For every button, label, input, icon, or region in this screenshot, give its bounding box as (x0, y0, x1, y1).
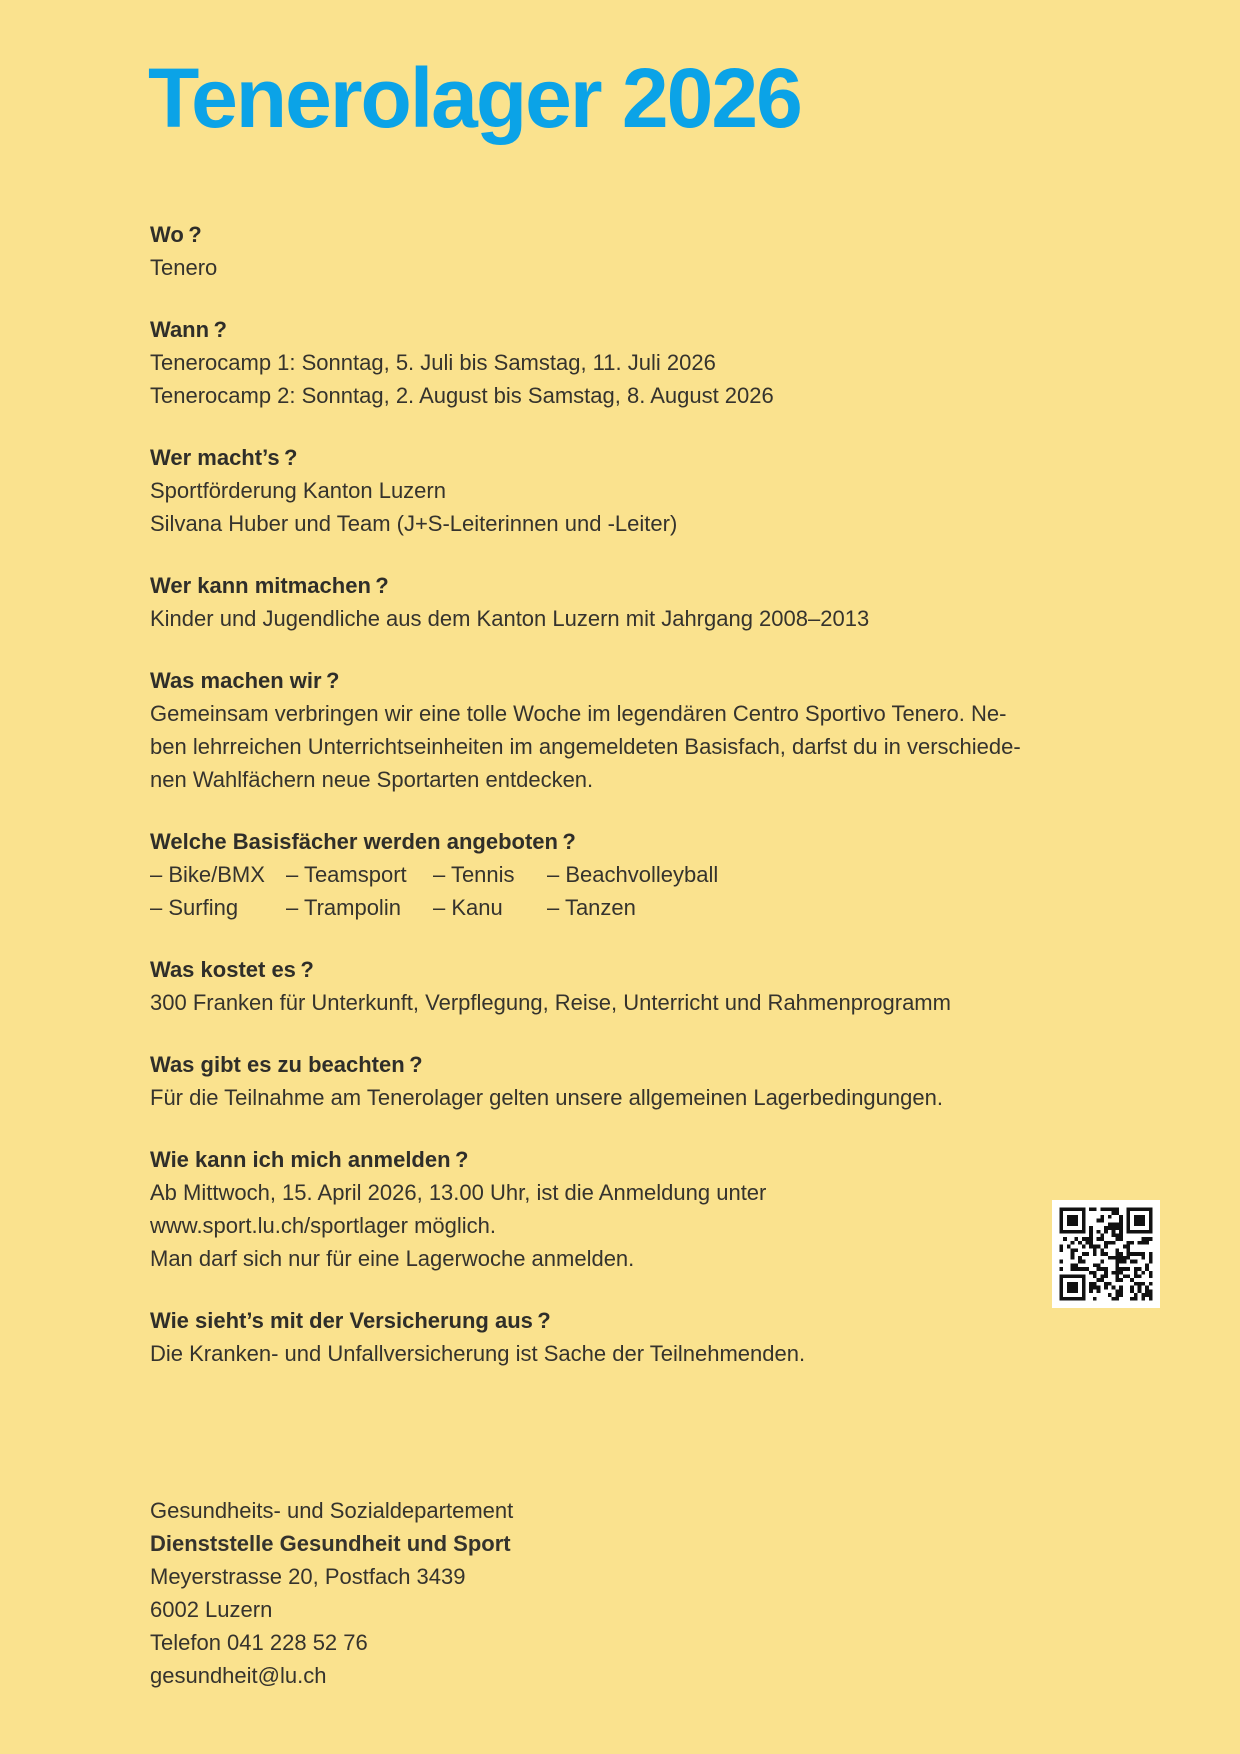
basisfach-item: – Tanzen (547, 895, 636, 920)
section-wo (150, 218, 1100, 284)
footer-department: Gesundheits- und Sozialdepartement (150, 1498, 514, 1523)
qr-code-icon (1052, 1200, 1160, 1308)
section-was-kostet-es (150, 953, 1100, 1019)
body-line: Gemeinsam verbringen wir eine tolle Woche im legendären Centro Sportivo Tenero. Ne- (150, 701, 1007, 726)
body-line: Man darf sich nur für eine Lagerwoche anmelden. (150, 1246, 635, 1271)
basisfach-item: – Tennis (433, 862, 515, 887)
section-heading-wo: Wo ? (150, 222, 202, 247)
section-wann (150, 313, 1100, 412)
section-heading-was-gibt-es-zu-beachten: Was gibt es zu beachten ? (150, 1052, 423, 1077)
basisfaecher-row-1 (150, 858, 1100, 891)
qr-code-pattern (1052, 1200, 1160, 1308)
basisfach-item: – Trampolin (286, 895, 401, 920)
basisfach-item: – Beachvolleyball (547, 862, 719, 887)
section-heading-wer-machts: Wer macht’s ? (150, 445, 298, 470)
body-line: Kinder und Jugendliche aus dem Kanton Luzern mit Jahrgang 2008–2013 (150, 606, 870, 631)
footer-phone: Telefon 041 228 52 76 (150, 1630, 368, 1655)
section-versicherung (150, 1304, 1100, 1370)
body-line: Für die Teilnahme am Tenerolager gelten unsere allgemeinen Lagerbedingungen. (150, 1085, 943, 1110)
body-line: nen Wahlfächern neue Sportarten entdecken. (150, 767, 594, 792)
section-heading-was-machen-wir: Was machen wir ? (150, 668, 340, 693)
section-wer-machts (150, 441, 1100, 540)
footer-office: Dienststelle Gesundheit und Sport (150, 1531, 511, 1556)
section-heading-wann: Wann ? (150, 317, 227, 342)
basisfach-item: – Bike/BMX (150, 862, 265, 887)
footer-address-block (150, 1494, 513, 1692)
body-line: Tenerocamp 2: Sonntag, 2. August bis Samstag, 8. August 2026 (150, 383, 774, 408)
registration-url-text[interactable]: www.sport.lu.ch/sportlager möglich. (150, 1213, 497, 1238)
body-line: Sportförderung Kanton Luzern (150, 478, 446, 503)
body-line: Die Kranken- und Unfallversicherung ist Sache der Teilnehmenden. (150, 1341, 806, 1366)
section-anmelden (150, 1143, 1100, 1275)
section-heading-basisfaecher: Welche Basisfächer werden angeboten ? (150, 829, 576, 854)
section-was-machen-wir (150, 664, 1100, 796)
basisfach-item: – Surfing (150, 895, 239, 920)
footer-email[interactable]: gesundheit@lu.ch (150, 1663, 327, 1688)
section-wer-kann-mitmachen (150, 569, 1100, 635)
section-was-gibt-es-zu-beachten (150, 1048, 1100, 1114)
body-line: 300 Franken für Unterkunft, Verpflegung, Reise, Unterricht und Rahmenprogramm (150, 990, 951, 1015)
basisfach-item: – Teamsport (286, 862, 407, 887)
section-heading-wer-kann-mitmachen: Wer kann mitmachen ? (150, 573, 389, 598)
body-line: Tenerocamp 1: Sonntag, 5. Juli bis Samstag, 11. Juli 2026 (150, 350, 716, 375)
footer-street: Meyerstrasse 20, Postfach 3439 (150, 1564, 466, 1589)
body-line: Silvana Huber und Team (J+S-Leiterinnen und -Leiter) (150, 511, 678, 536)
flyer-content (150, 218, 1100, 1399)
basisfach-item: – Kanu (433, 895, 503, 920)
section-heading-versicherung: Wie sieht’s mit der Versicherung aus ? (150, 1308, 551, 1333)
page-title: Tenerolager 2026 (148, 51, 801, 145)
body-line: Tenero (150, 255, 218, 280)
body-line: Ab Mittwoch, 15. April 2026, 13.00 Uhr, ist die Anmeldung unter (150, 1180, 767, 1205)
section-basisfaecher (150, 825, 1100, 924)
footer-city: 6002 Luzern (150, 1597, 273, 1622)
section-heading-anmelden: Wie kann ich mich anmelden ? (150, 1147, 469, 1172)
body-line: ben lehrreichen Unterrichtseinheiten im angemeldeten Basisfach, darfst du in verschiede- (150, 734, 1021, 759)
basisfaecher-row-2 (150, 891, 1100, 924)
section-heading-was-kostet-es: Was kostet es ? (150, 957, 314, 982)
